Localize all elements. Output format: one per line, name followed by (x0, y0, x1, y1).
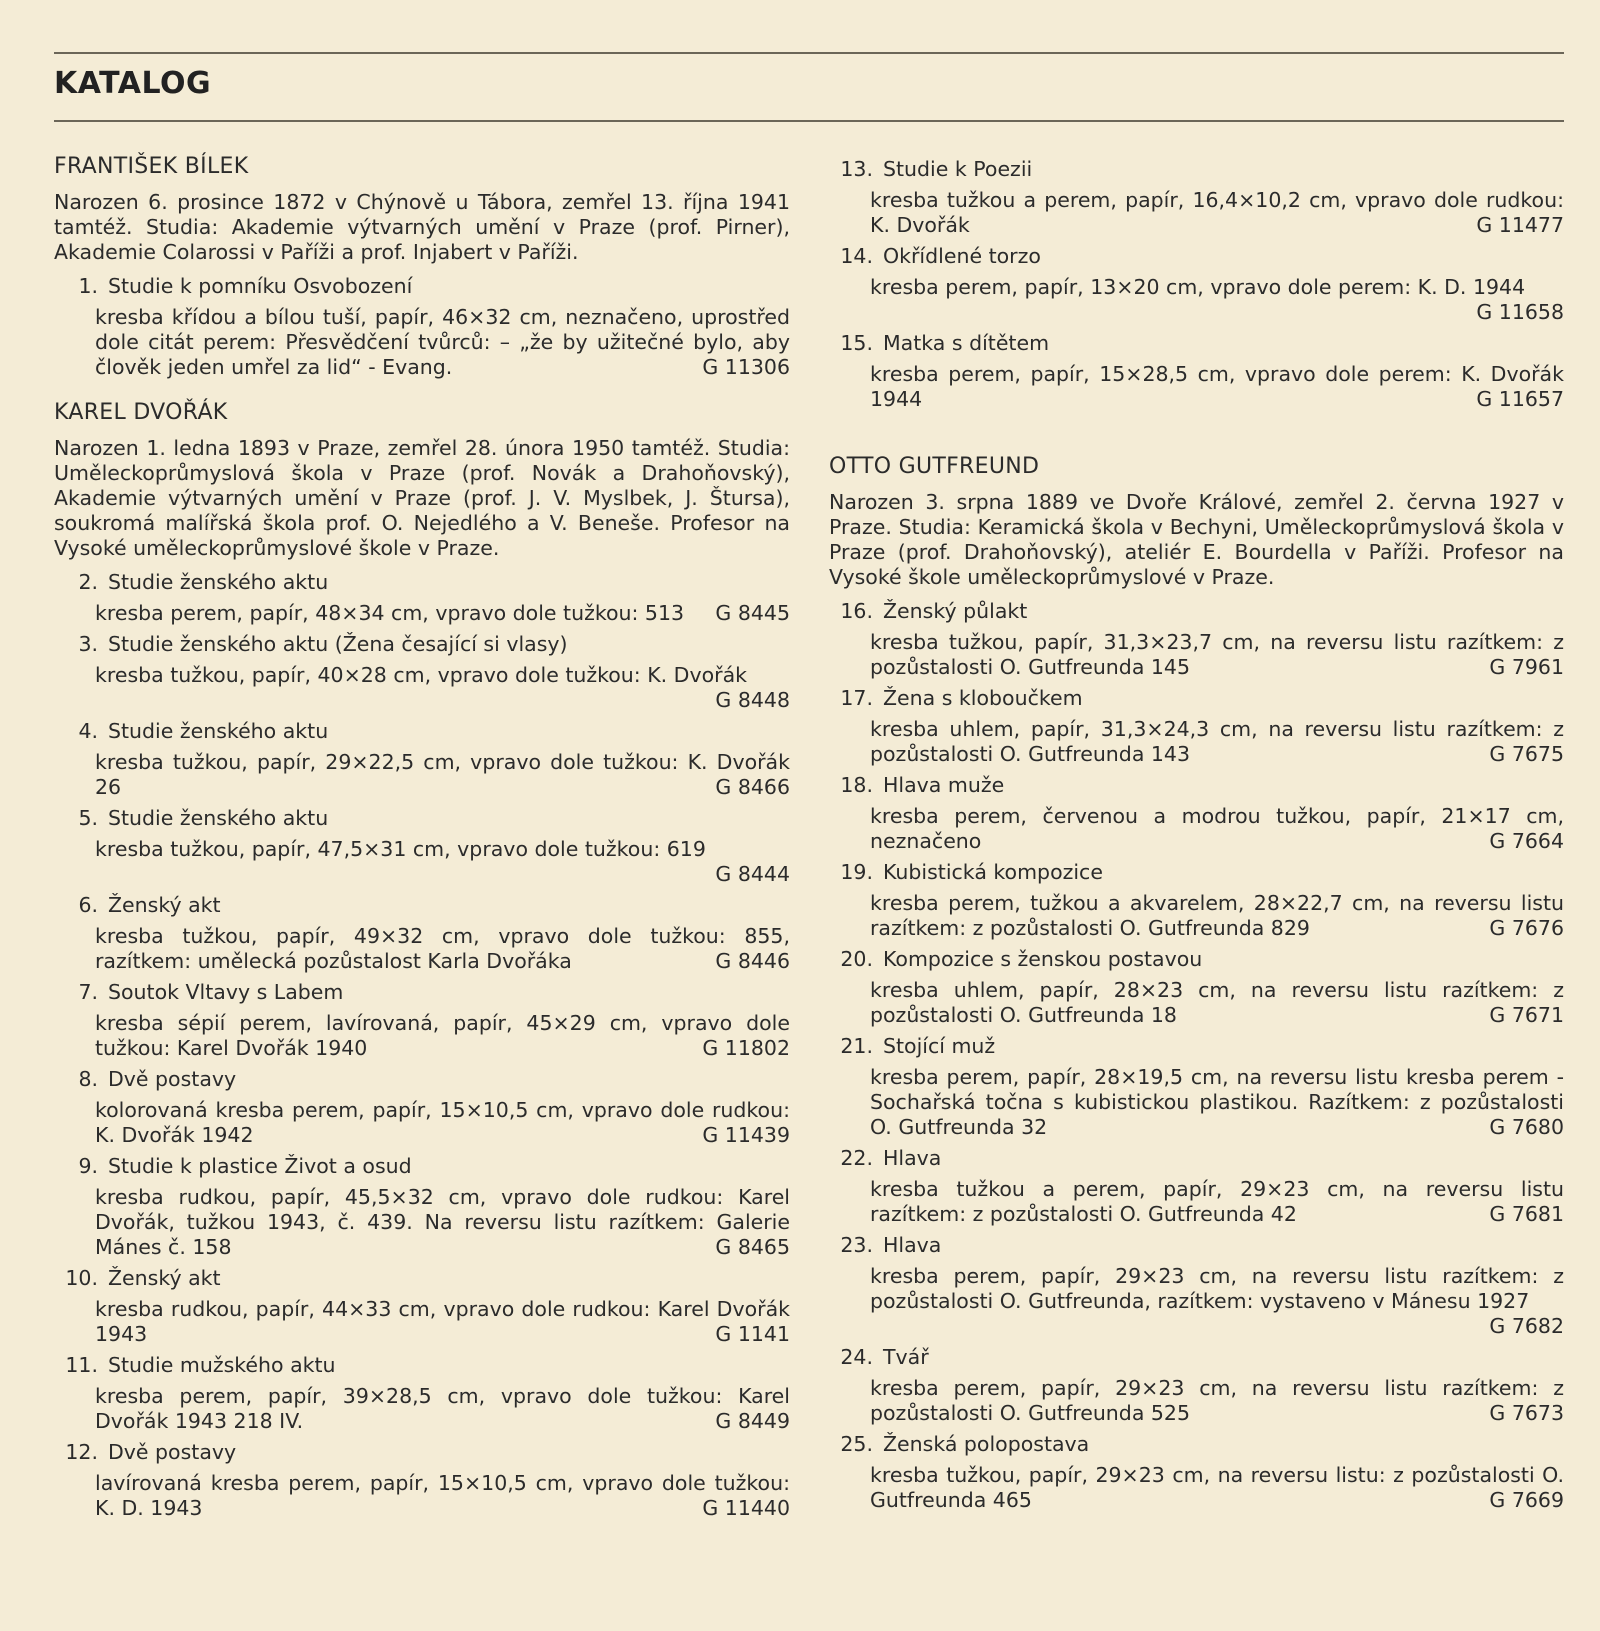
entry-description-text: kresba perem, papír, 48×34 cm, vpravo dole tužkou: 513 (95, 601, 685, 625)
catalog-entry (829, 1146, 1564, 1227)
entry-description-text: kresba perem, papír, 28×19,5 cm, na reversu listu kresba perem - Sochařská točna s kubistickou plastikou. Razítkem: z pozůstalosti O. Gutfreunda 32 (870, 1065, 1564, 1139)
catalog-entry (54, 1154, 790, 1260)
entry-heading (54, 719, 790, 744)
entry-description (870, 630, 1564, 680)
artist-bio: Narozen 6. prosince 1872 v Chýnově u Tábora, zemřel 13. října 1941 tamtéž. Studia: Akademie výtvarných umění v Praze (prof. Pirner), Akademie Colarossi v Paříži a prof. Injabert v Paříži. (54, 190, 790, 264)
entry-description-text: kresba perem, papír, 29×23 cm, na reversu listu razítkem: z pozůstalosti O. Gutfreunda, razítkem: vystaveno v Mánesu 1927 (870, 1264, 1564, 1313)
inventory-number: G 8446 (715, 949, 790, 973)
entry-number: 12. (65, 1440, 98, 1464)
entry-description (870, 891, 1564, 941)
catalog-entry (54, 806, 790, 887)
entry-description (870, 804, 1564, 854)
catalog-entry (54, 570, 790, 626)
entry-title: Studie mužského aktu (108, 1353, 336, 1377)
inventory-number: G 11439 (702, 1123, 790, 1147)
entry-heading (829, 1432, 1564, 1457)
artist-name: KAREL DVOŘÁK (54, 400, 228, 425)
inventory-number: G 11658 (1476, 300, 1564, 324)
page-title: KATALOG (54, 66, 212, 101)
entry-title: Hlava (883, 1146, 942, 1170)
entry-heading (54, 274, 790, 299)
catalog-entry (829, 157, 1564, 238)
right-column (829, 157, 1564, 1513)
entry-heading (829, 1233, 1564, 1258)
entry-description-text: kresba perem, papír, 39×28,5 cm, vpravo dole tužkou: Karel Dvořák 1943 218 IV. (95, 1384, 790, 1433)
catalog-entry (829, 947, 1564, 1028)
catalog-entry (54, 1353, 790, 1434)
catalog-entry (54, 1067, 790, 1148)
inventory-number: G 7669 (1489, 1488, 1564, 1512)
inventory-number: G 8449 (715, 1409, 790, 1433)
entry-title: Studie k pomníku Osvobození (108, 274, 413, 298)
entry-title: Studie ženského aktu (108, 570, 329, 594)
entry-description-text: kresba tužkou, papír, 47,5×31 cm, vpravo dole tužkou: 619 (95, 837, 706, 861)
entry-heading (54, 980, 790, 1005)
entry-title: Studie k Poezii (883, 157, 1033, 181)
entry-description-text: kresba perem, papír, 29×23 cm, na reversu listu razítkem: z pozůstalosti O. Gutfreunda 525 (870, 1376, 1564, 1425)
catalog-entry (54, 1440, 790, 1521)
entry-number: 5. (78, 806, 98, 830)
entry-title: Studie ženského aktu (108, 806, 329, 830)
catalog-entry (829, 331, 1564, 412)
entry-description (95, 1297, 790, 1347)
entry-number: 14. (840, 244, 873, 268)
entry-title: Dvě postavy (108, 1440, 237, 1464)
entry-number: 9. (78, 1154, 98, 1178)
entry-number: 10. (65, 1266, 98, 1290)
entry-description (870, 1177, 1564, 1227)
catalog-entry (54, 632, 790, 713)
entry-number: 1. (78, 274, 98, 298)
entry-description-text: lavírovaná kresba perem, papír, 15×10,5 cm, vpravo dole tužkou: K. D. 1943 (95, 1471, 790, 1520)
inventory-number: G 7681 (1489, 1202, 1564, 1226)
entry-description-text: kresba rudkou, papír, 45,5×32 cm, vpravo dole rudkou: Karel Dvořák, tužkou 1943, č. 439. Na reversu listu razítkem: Galerie Mánes č. 158 (95, 1185, 790, 1259)
entry-description (95, 663, 790, 713)
inventory-number: G 7671 (1489, 1003, 1564, 1027)
entry-heading (829, 1034, 1564, 1059)
catalog-entry (829, 860, 1564, 941)
entry-number: 6. (78, 893, 98, 917)
entry-description (870, 1065, 1564, 1140)
entry-list (829, 599, 1564, 1513)
entry-description-text: kresba uhlem, papír, 28×23 cm, na reversu listu razítkem: z pozůstalosti O. Gutfreunda 18 (870, 978, 1564, 1027)
entry-title: Ženská polopostava (883, 1432, 1090, 1456)
entry-number: 21. (840, 1034, 873, 1058)
catalog-entry (829, 686, 1564, 767)
entry-number: 20. (840, 947, 873, 971)
entry-description-text: kresba perem, papír, 15×28,5 cm, vpravo dole perem: K. Dvořák 1944 (870, 362, 1564, 411)
entry-number: 17. (840, 686, 873, 710)
entry-heading (829, 686, 1564, 711)
entry-heading (54, 1154, 790, 1179)
entry-description (870, 1463, 1564, 1513)
entry-number: 2. (78, 570, 98, 594)
entry-description-text: kresba tužkou, papír, 40×28 cm, vpravo dole tužkou: K. Dvořák (95, 663, 748, 687)
entry-description (870, 978, 1564, 1028)
entry-description-text: kresba tužkou, papír, 49×32 cm, vpravo dole tužkou: 855, razítkem: umělecká pozůstalost Karla Dvořáka (95, 924, 790, 973)
entry-title: Ženský akt (108, 1266, 221, 1290)
heading-rule (54, 120, 1564, 122)
entry-number: 22. (840, 1146, 873, 1170)
entry-description (870, 188, 1564, 238)
entry-number: 16. (840, 599, 873, 623)
entry-description-text: kresba tužkou, papír, 29×23 cm, na reversu listu: z pozůstalosti O. Gutfreunda 465 (870, 1463, 1564, 1512)
catalog-entry (829, 1233, 1564, 1339)
entry-title: Okřídlené torzo (883, 244, 1041, 268)
inventory-number: G 11477 (1476, 213, 1564, 237)
entry-number: 25. (840, 1432, 873, 1456)
entry-title: Žena s kloboučkem (883, 686, 1083, 710)
entry-number: 11. (65, 1353, 98, 1377)
entry-heading (829, 947, 1564, 972)
entry-description-text: kresba tužkou a perem, papír, 16,4×10,2 cm, vpravo dole rudkou: K. Dvořák (870, 188, 1564, 237)
entry-description-text: kresba perem, červenou a modrou tužkou, papír, 21×17 cm, neznačeno (870, 804, 1564, 853)
inventory-number: G 8444 (715, 862, 790, 886)
catalog-entry (829, 244, 1564, 325)
entry-title: Studie k plastice Život a osud (108, 1154, 412, 1178)
inventory-number: G 8465 (715, 1235, 790, 1259)
entry-title: Stojící muž (883, 1034, 996, 1058)
entry-description-text: kresba perem, tužkou a akvarelem, 28×22,7 cm, na reversu listu razítkem: z pozůstalosti O. Gutfreunda 829 (870, 891, 1564, 940)
entry-number: 23. (840, 1233, 873, 1257)
inventory-number: G 11802 (702, 1036, 790, 1060)
entry-description (870, 717, 1564, 767)
entry-heading (829, 1345, 1564, 1370)
entry-number: 18. (840, 773, 873, 797)
entry-description (95, 1185, 790, 1260)
entry-description (95, 601, 790, 626)
entry-title: Kubistická kompozice (883, 860, 1103, 884)
inventory-number: G 7676 (1489, 916, 1564, 940)
artist-name: OTTO GUTFREUND (829, 454, 1040, 479)
entry-heading (54, 1067, 790, 1092)
entry-description (870, 362, 1564, 412)
top-rule (54, 52, 1564, 54)
inventory-number: G 7682 (1489, 1314, 1564, 1338)
inventory-number: G 8445 (715, 601, 790, 625)
entry-heading (829, 244, 1564, 269)
entry-number: 7. (78, 980, 98, 1004)
entry-description (95, 924, 790, 974)
entry-title: Tvář (883, 1345, 929, 1369)
entry-description (95, 1011, 790, 1061)
entry-description (95, 1471, 790, 1521)
entry-title: Dvě postavy (108, 1067, 237, 1091)
entry-number: 3. (78, 632, 98, 656)
entry-number: 13. (840, 157, 873, 181)
entry-title: Ženský půlakt (883, 599, 1028, 623)
entry-heading (54, 1353, 790, 1378)
catalog-entry (829, 1034, 1564, 1140)
entry-heading (829, 860, 1564, 885)
inventory-number: G 7673 (1489, 1401, 1564, 1425)
entry-heading (54, 893, 790, 918)
inventory-number: G 1141 (715, 1322, 790, 1346)
inventory-number: G 7680 (1489, 1115, 1564, 1139)
inventory-number: G 11657 (1476, 387, 1564, 411)
entry-heading (829, 773, 1564, 798)
catalog-entry (829, 1432, 1564, 1513)
entry-number: 4. (78, 719, 98, 743)
entry-title: Matka s dítětem (883, 331, 1050, 355)
entry-description-text: kresba tužkou a perem, papír, 29×23 cm, na reversu listu razítkem: z pozůstalosti O. Gutfreunda 42 (870, 1177, 1564, 1226)
entry-heading (829, 331, 1564, 356)
inventory-number: G 7961 (1489, 655, 1564, 679)
catalog-entry (54, 274, 790, 380)
artist-bio: Narozen 1. ledna 1893 v Praze, zemřel 28. února 1950 tamtéž. Studia: Uměleckoprůmyslová škola v Praze (prof. Novák a Drahoňovský), Akademie výtvarných umění v Praze (prof. J. V. Myslbek, J. Štursa), soukromá malířská škola prof. O. Nejedlého a V. Beneše. Profesor na Vysoké uměleckoprůmyslové škole v Praze. (54, 436, 790, 560)
catalog-entry (54, 1266, 790, 1347)
entry-description (870, 275, 1564, 325)
entry-list (829, 157, 1564, 412)
inventory-number: G 7664 (1489, 829, 1564, 853)
entry-number: 24. (840, 1345, 873, 1369)
entry-title: Ženský akt (108, 893, 221, 917)
inventory-number: G 8448 (715, 688, 790, 712)
entry-number: 8. (78, 1067, 98, 1091)
entry-description-text: kresba sépií perem, lavírovaná, papír, 45×29 cm, vpravo dole tužkou: Karel Dvořák 1940 (95, 1011, 790, 1060)
entry-list (54, 274, 790, 380)
entry-heading (54, 1440, 790, 1465)
entry-heading (829, 157, 1564, 182)
entry-description-text: kresba rudkou, papír, 44×33 cm, vpravo dole rudkou: Karel Dvořák 1943 (95, 1297, 790, 1346)
catalog-entry (54, 893, 790, 974)
entry-title: Studie ženského aktu (108, 719, 329, 743)
entry-description (95, 1098, 790, 1148)
entry-list (54, 570, 790, 1521)
entry-description (95, 750, 790, 800)
entry-title: Hlava muže (883, 773, 1005, 797)
entry-number: 19. (840, 860, 873, 884)
entry-description-text: kresba perem, papír, 13×20 cm, vpravo dole perem: K. D. 1944 (870, 275, 1526, 299)
entry-description-text: kolorovaná kresba perem, papír, 15×10,5 cm, vpravo dole rudkou: K. Dvořák 1942 (95, 1098, 790, 1147)
entry-description (870, 1264, 1564, 1339)
entry-heading (829, 599, 1564, 624)
entry-description-text: kresba uhlem, papír, 31,3×24,3 cm, na reversu listu razítkem: z pozůstalosti O. Gutfreunda 143 (870, 717, 1564, 766)
left-column (54, 154, 790, 1521)
entry-heading (54, 570, 790, 595)
entry-number: 15. (840, 331, 873, 355)
catalog-entry (829, 773, 1564, 854)
entry-description (95, 1384, 790, 1434)
entry-title: Soutok Vltavy s Labem (108, 980, 344, 1004)
entry-title: Studie ženského aktu (Žena česající si vlasy) (108, 632, 568, 656)
inventory-number: G 11306 (702, 355, 790, 379)
entry-heading (829, 1146, 1564, 1171)
entry-description-text: kresba křídou a bílou tuší, papír, 46×32 cm, neznačeno, uprostřed dole citát perem: Přesvědčení tvůrců: – „že by užitečné bylo, aby člověk jeden umřel za lid“ - Evang. (95, 305, 790, 379)
entry-heading (54, 806, 790, 831)
entry-title: Hlava (883, 1233, 942, 1257)
entry-description (95, 837, 790, 887)
entry-title: Kompozice s ženskou postavou (883, 947, 1203, 971)
entry-description (870, 1376, 1564, 1426)
entry-description-text: kresba tužkou, papír, 31,3×23,7 cm, na reversu listu razítkem: z pozůstalosti O. Gutfreunda 145 (870, 630, 1564, 679)
catalog-entry (829, 1345, 1564, 1426)
entry-heading (54, 1266, 790, 1291)
entry-heading (54, 632, 790, 657)
entry-description (95, 305, 790, 380)
artist-name: FRANTIŠEK BÍLEK (54, 154, 249, 179)
entry-description-text: kresba tužkou, papír, 29×22,5 cm, vpravo dole tužkou: K. Dvořák 26 (95, 750, 790, 799)
inventory-number: G 8466 (715, 775, 790, 799)
artist-bio: Narozen 3. srpna 1889 ve Dvoře Králové, zemřel 2. června 1927 v Praze. Studia: Keramická škola v Bechyni, Uměleckoprůmyslová škola v Praze (prof. Drahoňovský), ateliér E. Bourdella v Paříži. Profesor na Vysoké škole uměleckoprůmyslové v Praze. (829, 490, 1564, 589)
inventory-number: G 11440 (702, 1496, 790, 1520)
catalog-entry (829, 599, 1564, 680)
catalog-entry (54, 719, 790, 800)
inventory-number: G 7675 (1489, 742, 1564, 766)
catalog-entry (54, 980, 790, 1061)
